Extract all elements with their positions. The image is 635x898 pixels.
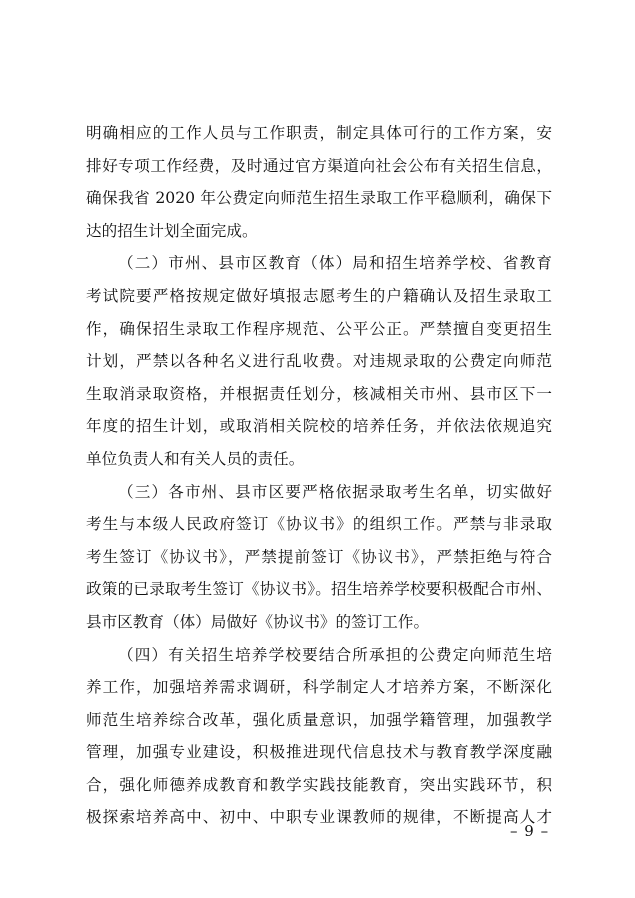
text-line: 合，强化师德养成教育和教学实践技能教育，突出实践环节，积: [86, 775, 552, 794]
text-line: 生取消录取资格，并根据责任划分，核减相关市州、县市区下一: [86, 384, 552, 403]
page-number: – 9 –: [510, 822, 550, 840]
paragraph-2-start: （二）市州、县市区教育（体）局和招生培养学校、省教育: [118, 254, 552, 273]
text-line: 明确相应的工作人员与工作职责，制定具体可行的工作方案，安: [86, 124, 552, 142]
text-line: 达的招生计划全面完成。: [86, 221, 258, 240]
text-line: 考生与本级人民政府签订《协议书》的组织工作。严禁与非录取: [86, 515, 552, 534]
body-text: [86, 117, 552, 834]
text-line: 确保我省 2020 年公费定向师范生招生录取工作平稳顺利，确保下: [86, 189, 552, 208]
text-line: 考试院要严格按规定做好填报志愿考生的户籍确认及招生录取工: [86, 286, 552, 305]
text-line: 作，确保招生录取工作程序规范、公平公正。严禁擅自变更招生: [86, 319, 552, 338]
text-line: 考生签订《协议书》，严禁提前签订《协议书》，严禁拒绝与符合: [86, 547, 552, 566]
text-line: 政策的已录取考生签订《协议书》。招生培养学校要积极配合市州、: [86, 580, 552, 599]
text-line: 师范生培养综合改革，强化质量意识，加强学籍管理，加强教学: [86, 710, 552, 729]
text-line: 管理，加强专业建设，积极推进现代信息技术与教育教学深度融: [86, 743, 552, 762]
text-line: 年度的招生计划，或取消相关院校的培养任务，并依法依规追究: [86, 417, 552, 436]
text-line: 极探索培养高中、初中、中职专业课教师的规律，不断提高人才: [86, 808, 552, 827]
text-line: 县市区教育（体）局做好《协议书》的签订工作。: [86, 612, 430, 631]
text-line: 计划，严禁以各种名义进行乱收费。对违规录取的公费定向师范: [86, 352, 552, 371]
paragraph-4-start: （四）有关招生培养学校要结合所承担的公费定向师范生培: [118, 645, 552, 664]
paragraph-3-start: （三）各市州、县市区要严格依据录取考生名单，切实做好: [118, 482, 552, 501]
text-line: 养工作，加强培养需求调研，科学制定人才培养方案，不断深化: [86, 678, 552, 697]
text-line: 单位负责人和有关人员的责任。: [86, 449, 305, 468]
text-line: 排好专项工作经费，及时通过官方渠道向社会公布有关招生信息，: [86, 156, 552, 175]
